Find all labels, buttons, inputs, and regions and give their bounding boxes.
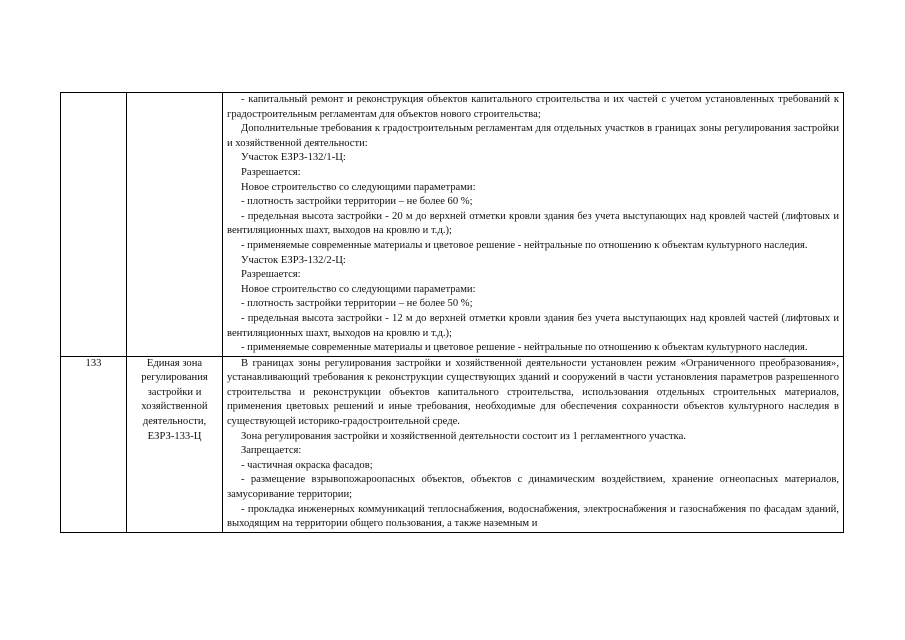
regulation-paragraph: - частичная окраска фасадов; — [241, 459, 373, 471]
regulation-paragraph: Разрешается: — [241, 166, 301, 178]
regulation-paragraph: Участок ЕЗРЗ-132/1-Ц: — [241, 152, 346, 164]
regulation-table-body — [61, 93, 844, 533]
regulation-paragraph: - предельная высота застройки - 20 м до верхней отметки кровли здания без учета выступающих над кровлей частей (лифтовых и вентиляционных шахт, выходов на кровлю и т.д.); — [227, 210, 839, 237]
zone-number-cell — [61, 93, 127, 357]
zone-number-cell: 133 — [61, 356, 127, 532]
regulation-paragraph: Запрещается: — [241, 445, 302, 457]
regulation-paragraph: Участок ЕЗРЗ-132/2-Ц: — [241, 254, 346, 266]
table-row — [61, 356, 844, 532]
regulation-paragraph: Новое строительство со следующими параметрами: — [241, 181, 476, 193]
regulation-paragraph: Новое строительство со следующими параметрами: — [241, 283, 476, 295]
regulation-paragraph: - применяемые современные материалы и цветовое решение - нейтральные по отношению к объектам культурного наследия. — [241, 239, 808, 251]
regulation-paragraph: - плотность застройки территории – не более 60 %; — [241, 196, 473, 208]
regulation-paragraph: - размещение взрывопожароопасных объектов, объектов с динамическим воздействием, хранение огнеопасных материалов, замусоривание территории; — [227, 474, 839, 501]
regulation-paragraph: Разрешается: — [241, 269, 301, 281]
regulation-paragraph: В границах зоны регулирования застройки и хозяйственной деятельности установлен режим «Ограниченного преобразования», устанавливающий требования к реконструкции существующих зданий и сооружений в части установления параметров разрешенного строительства и реконструкции объектов капитального строительства, использования отдельных строительных материалов, применения цветовых решений и иные требования, необходимые для обеспечения сохранности объектов культурного наследия в существующей историко-градостроительной среде. — [227, 357, 839, 428]
regulation-paragraph: - предельная высота застройки - 12 м до верхней отметки кровли здания без учета выступающих над кровлей частей (лифтовых и вентиляционных шахт, выходов на кровлю и т.д.); — [227, 312, 839, 339]
regulation-paragraph: Дополнительные требования к градостроительным регламентам для отдельных участков в границах зоны регулирования застройки и хозяйственной деятельности: — [227, 123, 839, 149]
regulation-table — [60, 92, 844, 533]
regulation-paragraph: - применяемые современные материалы и цветовое решение - нейтральные по отношению к объектам культурного наследия. — [241, 342, 808, 354]
regulation-text-cell — [223, 93, 844, 357]
zone-name-cell: Единая зона регулирования застройки и хозяйственной деятельности, ЕЗРЗ-133-Ц — [127, 356, 223, 532]
regulation-paragraph: - капитальный ремонт и реконструкция объектов капитального строительства и их частей с учетом установленных требований к градостроительным регламентам для объектов нового строительства; — [227, 94, 839, 120]
regulation-paragraph: - плотность застройки территории – не более 50 %; — [241, 298, 473, 310]
regulation-text-cell — [223, 356, 844, 532]
zone-name-cell — [127, 93, 223, 357]
regulation-paragraph: Зона регулирования застройки и хозяйственной деятельности состоит из 1 регламентного участка. — [241, 430, 686, 442]
table-row — [61, 93, 844, 357]
regulation-paragraph: - прокладка инженерных коммуникаций теплоснабжения, водоснабжения, электроснабжения и газоснабжения по фасадам зданий, выходящим на территории общего пользования, а также наземным и — [227, 503, 839, 530]
